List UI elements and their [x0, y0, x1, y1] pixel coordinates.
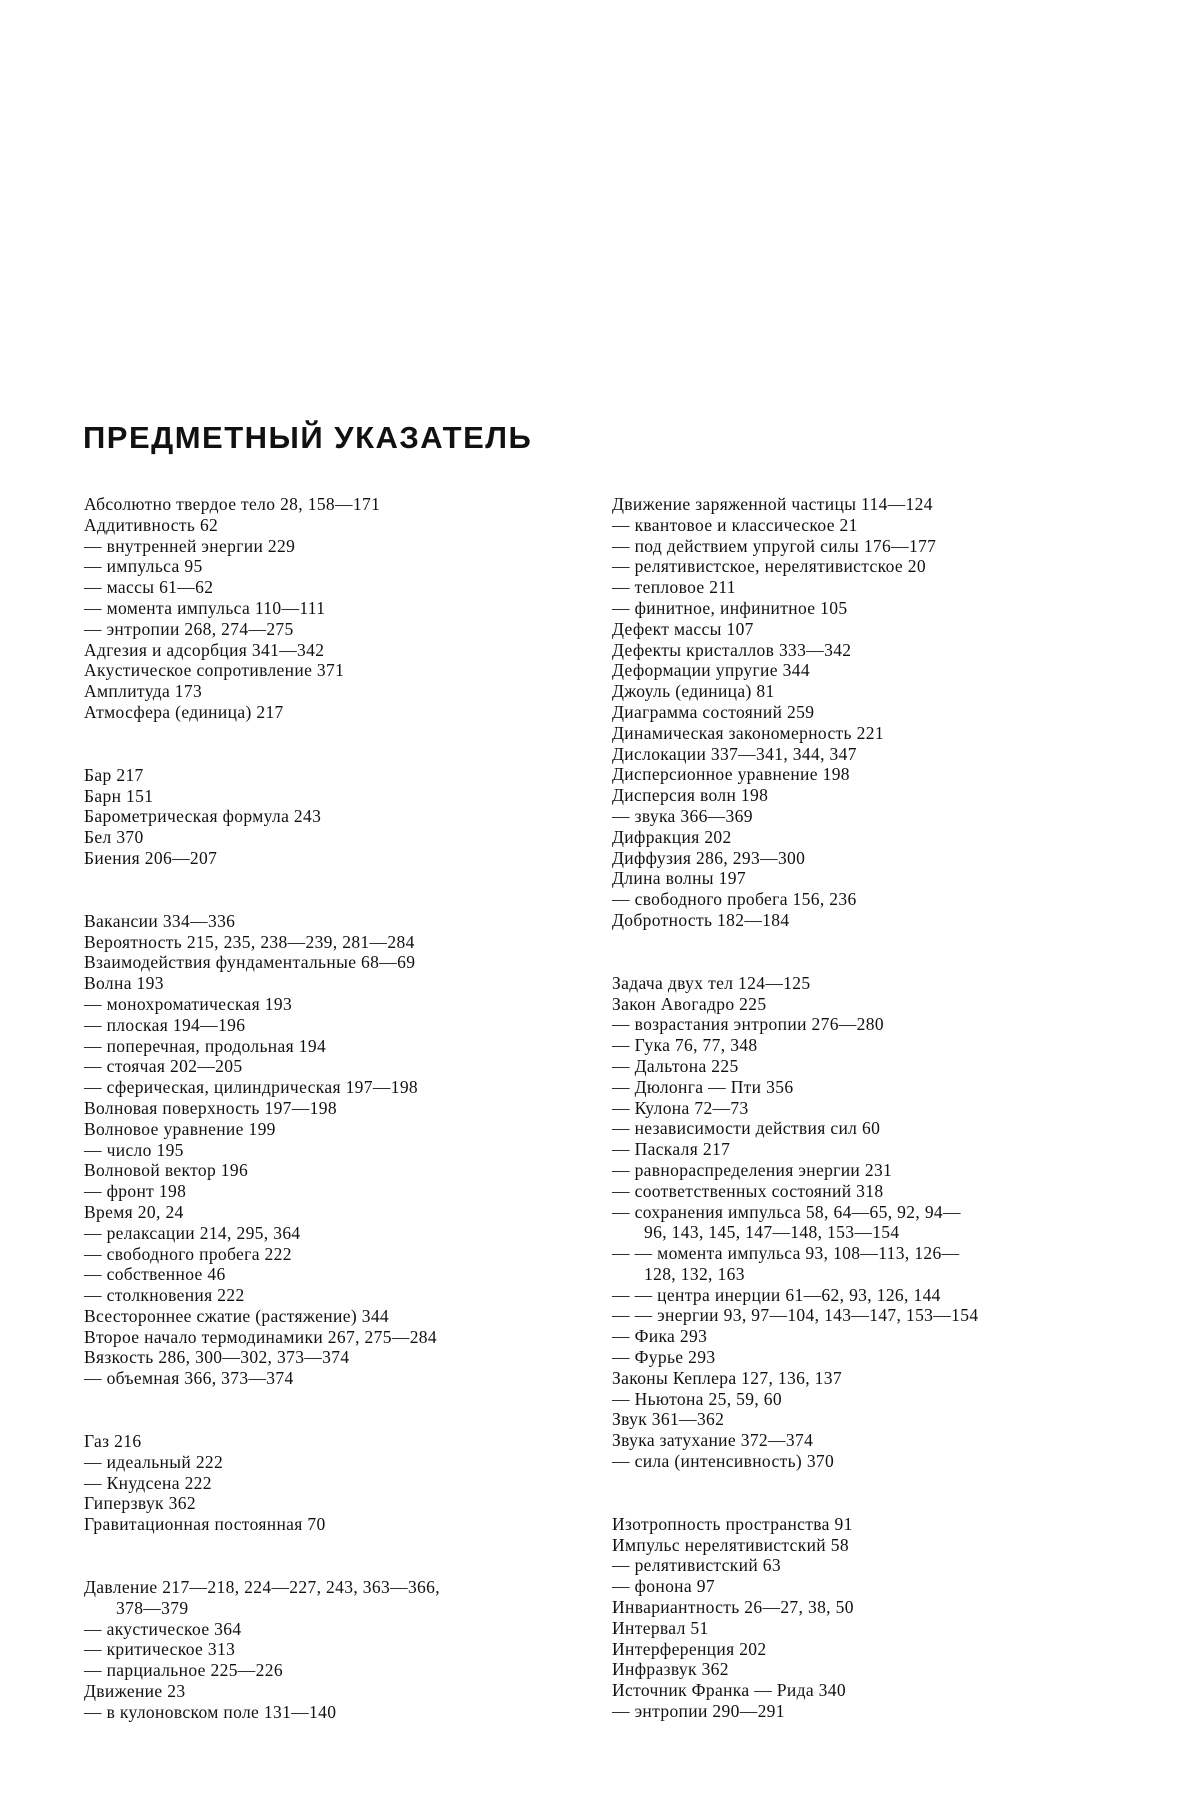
- index-entry: — момента импульса 110—111: [84, 597, 326, 618]
- index-entry: — свободного пробега 222: [84, 1243, 292, 1264]
- index-column-left: [84, 494, 594, 1723]
- index-entry: Адгезия и адсорбция 341—342: [84, 639, 325, 660]
- index-entry: — Паскаля 217: [612, 1139, 731, 1160]
- index-entry: Диаграмма состояний 259: [612, 701, 815, 722]
- index-entry: Дисперсия волн 198: [612, 785, 769, 806]
- index-entry: — акустическое 364: [84, 1618, 242, 1639]
- section-gap: [612, 1472, 1122, 1514]
- index-entry: Импульс нерелятивистский 58: [612, 1534, 849, 1555]
- index-entry: Дефект массы 107: [612, 618, 754, 639]
- index-entry: Диффузия 286, 293—300: [612, 847, 806, 868]
- index-entry: Аддитивность 62: [84, 514, 219, 535]
- index-entry: — стоячая 202—205: [84, 1056, 243, 1077]
- index-entry: — Дюлонга — Пти 356: [612, 1076, 794, 1097]
- index-entry: Джоуль (единица) 81: [612, 681, 775, 702]
- index-entry: Вязкость 286, 300—302, 373—374: [84, 1347, 350, 1368]
- index-entry: Волновая поверхность 197—198: [84, 1097, 337, 1118]
- index-entry: Источник Франка — Рида 340: [612, 1680, 846, 1701]
- index-entry: Закон Авогадро 225: [612, 993, 767, 1014]
- index-entry: Длина волны 197: [612, 868, 746, 889]
- index-column-right: [612, 494, 1122, 1722]
- section-gap: [84, 1389, 594, 1431]
- index-entry: — релятивистское, нерелятивистское 20: [612, 556, 926, 577]
- index-entry: Абсолютно твердое тело 28, 158—171: [84, 494, 381, 514]
- index-entry: Задача двух тел 124—125: [612, 972, 811, 993]
- index-entry: Бел 370: [84, 827, 144, 848]
- index-entry: Биения 206—207: [84, 847, 218, 868]
- index-entry: — энтропии 290—291: [612, 1701, 785, 1722]
- index-entry: Добротность 182—184: [612, 909, 790, 930]
- index-entry: — тепловое 211: [612, 577, 736, 598]
- index-entry: Интерференция 202: [612, 1638, 767, 1659]
- index-entry: Дефекты кристаллов 333—342: [612, 639, 852, 660]
- index-entry: Второе начало термодинамики 267, 275—284: [84, 1326, 438, 1347]
- index-entry: Движение заряженной частицы 114—124: [612, 494, 933, 514]
- index-entry: Инфразвук 362: [612, 1659, 729, 1680]
- index-entry: — финитное, инфинитное 105: [612, 597, 848, 618]
- index-entry: — звука 366—369: [612, 805, 753, 826]
- index-entry: — Ньютона 25, 59, 60: [612, 1388, 783, 1409]
- index-entry: — плоская 194—196: [84, 1014, 246, 1035]
- index-entry-continuation: 378—379: [116, 1597, 189, 1618]
- index-entry: Газ 216: [84, 1431, 142, 1452]
- index-entry: — идеальный 222: [84, 1451, 224, 1472]
- index-entry: — Фурье 293: [612, 1347, 716, 1368]
- index-entry: Дифракция 202: [612, 826, 732, 847]
- index-entry: Звук 361—362: [612, 1409, 725, 1430]
- page-title: ПРЕДМЕТНЫЙ УКАЗАТЕЛЬ: [83, 420, 533, 455]
- section-gap: [84, 869, 594, 911]
- index-entry: Всестороннее сжатие (растяжение) 344: [84, 1305, 390, 1326]
- index-entry: — под действием упругой силы 176—177: [612, 535, 937, 556]
- index-entry: Вероятность 215, 235, 238—239, 281—284: [84, 931, 415, 952]
- index-entry: — критическое 313: [84, 1639, 236, 1660]
- index-entry: Звука затухание 372—374: [612, 1430, 814, 1451]
- index-entry: — Дальтона 225: [612, 1055, 739, 1076]
- index-entry: — монохроматическая 193: [84, 993, 293, 1014]
- index-entry: Дисперсионное уравнение 198: [612, 764, 850, 785]
- index-entry: Деформации упругие 344: [612, 660, 810, 681]
- index-entry: Давление 217—218, 224—227, 243, 363—366,: [84, 1577, 440, 1598]
- index-entry-continuation: 128, 132, 163: [644, 1263, 745, 1284]
- index-entry: — релаксации 214, 295, 364: [84, 1222, 301, 1243]
- index-entry: Изотропность пространства 91: [612, 1513, 853, 1534]
- index-entry: — парциальное 225—226: [84, 1660, 283, 1681]
- index-entry: Бар 217: [84, 764, 144, 785]
- index-entry: — сохранения импульса 58, 64—65, 92, 94—: [612, 1201, 961, 1222]
- index-entry: Гравитационная постоянная 70: [84, 1514, 326, 1535]
- index-entry: — импульса 95: [84, 556, 203, 577]
- index-entry: — сферическая, цилиндрическая 197—198: [84, 1077, 419, 1098]
- index-entry: — Фика 293: [612, 1326, 708, 1347]
- index-entry: Вакансии 334—336: [84, 910, 236, 931]
- index-entry: Инвариантность 26—27, 38, 50: [612, 1597, 854, 1618]
- index-entry: — — момента импульса 93, 108—113, 126—: [612, 1243, 960, 1264]
- index-entry: — в кулоновском поле 131—140: [84, 1701, 337, 1722]
- index-entry: — соответственных состояний 318: [612, 1180, 884, 1201]
- index-entry: Движение 23: [84, 1681, 186, 1702]
- index-entry: Время 20, 24: [84, 1201, 184, 1222]
- index-entry: — внутренней энергии 229: [84, 535, 296, 556]
- index-entry: Динамическая закономерность 221: [612, 722, 884, 743]
- index-entry: — поперечная, продольная 194: [84, 1035, 327, 1056]
- index-entry: Амплитуда 173: [84, 681, 203, 702]
- section-gap: [612, 931, 1122, 973]
- index-entry: — возрастания энтропии 276—280: [612, 1014, 884, 1035]
- index-entry: Взаимодействия фундаментальные 68—69: [84, 952, 416, 973]
- index-entry-continuation: 96, 143, 145, 147—148, 153—154: [644, 1222, 900, 1243]
- index-entry: — равнораспределения энергии 231: [612, 1159, 893, 1180]
- index-entry: Законы Кеплера 127, 136, 137: [612, 1367, 842, 1388]
- index-entry: — — энергии 93, 97—104, 143—147, 153—154: [612, 1305, 979, 1326]
- index-entry: Интервал 51: [612, 1617, 709, 1638]
- index-entry: — фонона 97: [612, 1576, 715, 1597]
- section-gap: [84, 723, 594, 765]
- index-entry: — независимости действия сил 60: [612, 1118, 881, 1139]
- index-entry: — — центра инерции 61—62, 93, 126, 144: [612, 1284, 941, 1305]
- index-entry: Дислокации 337—341, 344, 347: [612, 743, 857, 764]
- index-entry: Волновой вектор 196: [84, 1160, 249, 1181]
- index-entry: — массы 61—62: [84, 577, 214, 598]
- index-entry: Волновое уравнение 199: [84, 1118, 276, 1139]
- index-entry: Атмосфера (единица) 217: [84, 701, 284, 722]
- index-entry: — Кнудсена 222: [84, 1472, 212, 1493]
- index-entry: Барн 151: [84, 785, 154, 806]
- index-entry: — свободного пробега 156, 236: [612, 889, 857, 910]
- index-entry: — объемная 366, 373—374: [84, 1368, 294, 1389]
- index-entry: Акустическое сопротивление 371: [84, 660, 345, 681]
- index-entry: Барометрическая формула 243: [84, 806, 322, 827]
- index-entry: — столкновения 222: [84, 1285, 245, 1306]
- index-entry: Гиперзвук 362: [84, 1493, 196, 1514]
- index-entry: — собственное 46: [84, 1264, 226, 1285]
- index-entry: — сила (интенсивность) 370: [612, 1451, 835, 1472]
- index-entry: — число 195: [84, 1139, 184, 1160]
- index-entry: — энтропии 268, 274—275: [84, 618, 294, 639]
- index-entry: — Кулона 72—73: [612, 1097, 749, 1118]
- index-entry: — релятивистский 63: [612, 1555, 781, 1576]
- index-entry: — фронт 198: [84, 1181, 187, 1202]
- index-entry: Волна 193: [84, 973, 164, 994]
- index-entry: — Гука 76, 77, 348: [612, 1035, 758, 1056]
- index-entry: — квантовое и классическое 21: [612, 514, 858, 535]
- section-gap: [84, 1535, 594, 1577]
